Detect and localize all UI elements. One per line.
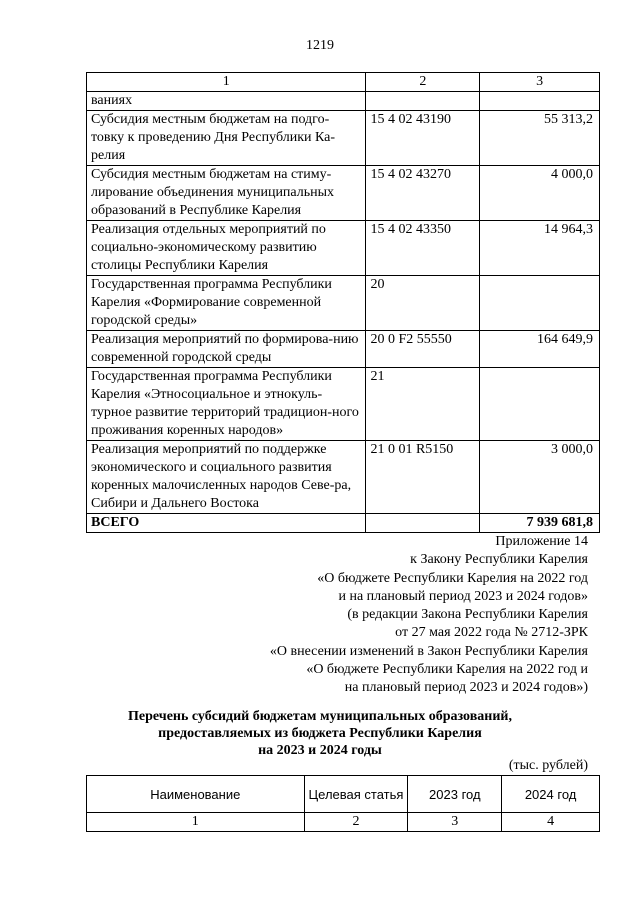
table-row	[87, 166, 600, 221]
total-label: ВСЕГО	[87, 514, 366, 533]
table-row	[87, 331, 600, 368]
page-number: 1219	[306, 38, 334, 53]
subsidies-list-table	[86, 775, 600, 832]
table-row	[87, 276, 600, 331]
title-line: предоставляемых из бюджета Республики Карелия	[158, 726, 482, 741]
table-row	[87, 441, 600, 514]
row-amount	[480, 276, 600, 331]
appendix-line: (в редакции Закона Республики Карелия	[347, 607, 588, 623]
header-year-2023: 2023 год	[408, 776, 502, 813]
appendix-line: на плановый период 2023 и 2024 годов»)	[344, 680, 588, 696]
table-row	[87, 368, 600, 441]
row-code: 21 0 01 R5150	[366, 441, 480, 514]
row-amount: 164 649,9	[480, 331, 600, 368]
column-number-4: 4	[502, 813, 600, 832]
units-label: (тыс. рублей)	[508, 758, 588, 773]
column-number-3: 3	[480, 73, 600, 92]
row-amount: 3 000,0	[480, 441, 600, 514]
row-name: Реализация мероприятий по формирова-нию современной городской среды	[87, 331, 366, 368]
total-row	[87, 514, 600, 533]
appendix-line: «О внесении изменений в Закон Республики Карелия	[269, 643, 588, 659]
table-row	[87, 221, 600, 276]
row-amount: 55 313,2	[480, 111, 600, 166]
table-row	[87, 92, 600, 111]
row-amount	[480, 92, 600, 111]
header-target-article: Целевая статья	[304, 776, 408, 813]
row-amount: 4 000,0	[480, 166, 600, 221]
column-number-row	[87, 73, 600, 92]
title-line: Перечень субсидий бюджетам муниципальных образований,	[128, 709, 512, 724]
appendix-line: от 27 мая 2022 года № 2712-ЗРК	[395, 625, 588, 641]
column-number-3: 3	[408, 813, 502, 832]
header-year-2024: 2024 год	[502, 776, 600, 813]
row-name: Реализация мероприятий по поддержке экономического и социального развития коренных малочисленных народов Севе-ра, Сибири и Дальнего Востока	[87, 441, 366, 514]
appendix-note	[270, 533, 588, 698]
column-number-1: 1	[87, 73, 366, 92]
appendix-line: к Закону Республики Карелия	[410, 552, 588, 568]
column-number-2: 2	[304, 813, 408, 832]
title-line: на 2023 и 2024 годы	[258, 743, 382, 758]
row-name: Государственная программа Республики Карелия «Этносоциальное и этнокуль-турное развитие территорий традицион-ного проживания коренных народов»	[87, 368, 366, 441]
total-code-empty	[366, 514, 480, 533]
appendix-line: «О бюджете Республики Карелия на 2022 год	[317, 570, 588, 586]
total-amount: 7 939 681,8	[480, 514, 600, 533]
row-code: 20 0 F2 55550	[366, 331, 480, 368]
appendix-line: Приложение 14	[495, 534, 588, 549]
row-code: 21	[366, 368, 480, 441]
column-number-row	[87, 813, 600, 832]
appendix-line: и на плановый период 2023 и 2024 годов»	[338, 588, 588, 604]
row-name: Реализация отдельных мероприятий по социально-экономическому развитию столицы Республики Карелия	[87, 221, 366, 276]
row-code	[366, 92, 480, 111]
appendix-line: «О бюджете Республики Карелия на 2022 год и	[306, 662, 588, 678]
column-number-2: 2	[366, 73, 480, 92]
row-code: 15 4 02 43190	[366, 111, 480, 166]
table-row	[87, 111, 600, 166]
column-number-1: 1	[87, 813, 305, 832]
header-name: Наименование	[87, 776, 305, 813]
row-amount	[480, 368, 600, 441]
row-amount: 14 964,3	[480, 221, 600, 276]
subsidies-table	[86, 72, 600, 533]
row-name: ваниях	[87, 92, 366, 111]
header-row	[87, 776, 600, 813]
document-title	[0, 708, 640, 759]
row-name: Государственная программа Республики Карелия «Формирование современной городской среды»	[87, 276, 366, 331]
row-code: 20	[366, 276, 480, 331]
row-code: 15 4 02 43270	[366, 166, 480, 221]
row-name: Субсидия местным бюджетам на стиму-лирование объединения муниципальных образований в Республике Карелия	[87, 166, 366, 221]
row-name: Субсидия местным бюджетам на подго-товку к проведению Дня Республики Ка-релия	[87, 111, 366, 166]
row-code: 15 4 02 43350	[366, 221, 480, 276]
